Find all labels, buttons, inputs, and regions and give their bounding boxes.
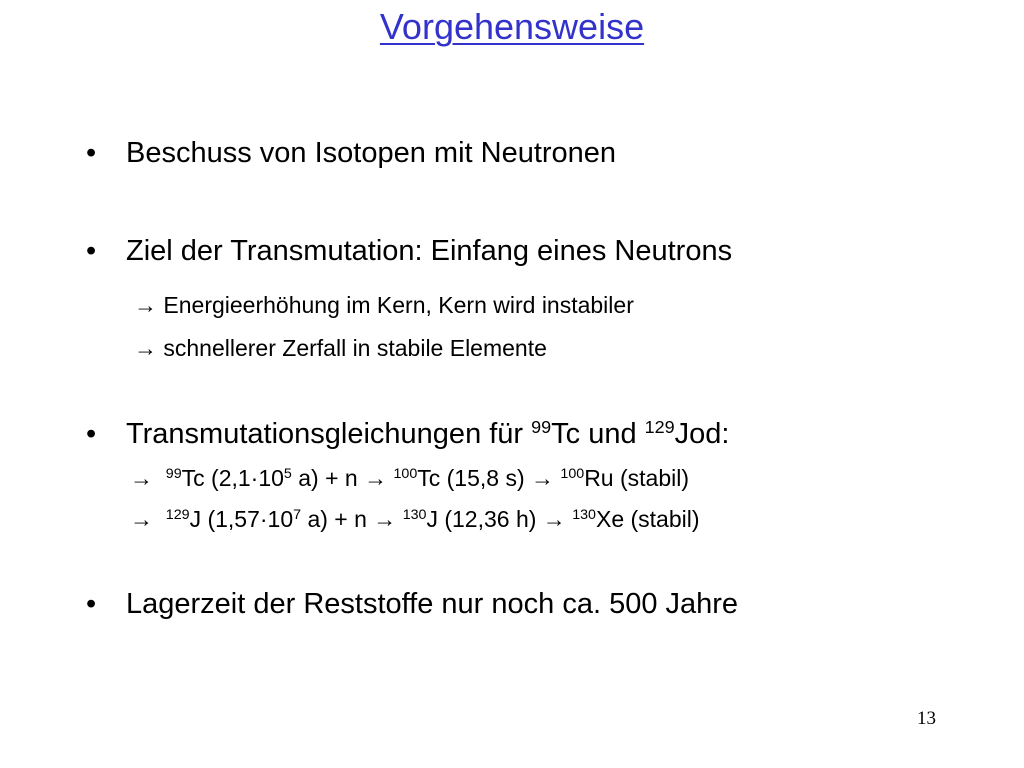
bullet-lagerzeit <box>86 588 738 621</box>
bullet-text: Lagerzeit der Reststoffe nur noch ca. 500 Jahre <box>126 588 739 620</box>
bullet-gleichungen <box>86 418 729 451</box>
sub-text: schnellerer Zerfall in stabile Elemente <box>163 335 547 361</box>
bullet-text: Transmutationsgleichungen für $^{99}$Tc und $^{129}$Jod: <box>126 417 730 450</box>
sub-energie <box>134 292 634 319</box>
bullet-text: Ziel der Transmutation: Einfang eines Neutrons <box>126 235 733 267</box>
arrow-icon: → <box>130 465 153 491</box>
bullet-dot: • <box>86 418 97 450</box>
equation-j: → $^{129}$J ($1,57\cdot 10^7$ a) + n → $^{130}$J (12,36 h) → $^{130}$Xe (stabil) <box>130 506 700 532</box>
arrow-icon: → <box>134 292 157 318</box>
bullet-ziel <box>86 235 732 268</box>
arrow-icon: → <box>134 335 157 361</box>
bullet-dot: • <box>86 137 97 169</box>
sub-text: Energieerhöhung im Kern, Kern wird instabiler <box>163 292 634 318</box>
arrow-icon: → <box>130 506 153 532</box>
bullet-dot: • <box>86 235 97 267</box>
bullet-text: Beschuss von Isotopen mit Neutronen <box>126 137 617 169</box>
bullet-beschuss <box>86 137 616 170</box>
bullet-dot: • <box>86 588 97 620</box>
sub-zerfall <box>134 335 547 362</box>
equation-tc: → $^{99}$Tc ($2,1\cdot 10^5$ a) + n → $^{100}$Tc (15,8 s) → $^{100}$Ru (stabil) <box>130 465 689 491</box>
page-number: 13 <box>917 708 936 729</box>
slide-title: Vorgehensweise <box>379 6 645 47</box>
